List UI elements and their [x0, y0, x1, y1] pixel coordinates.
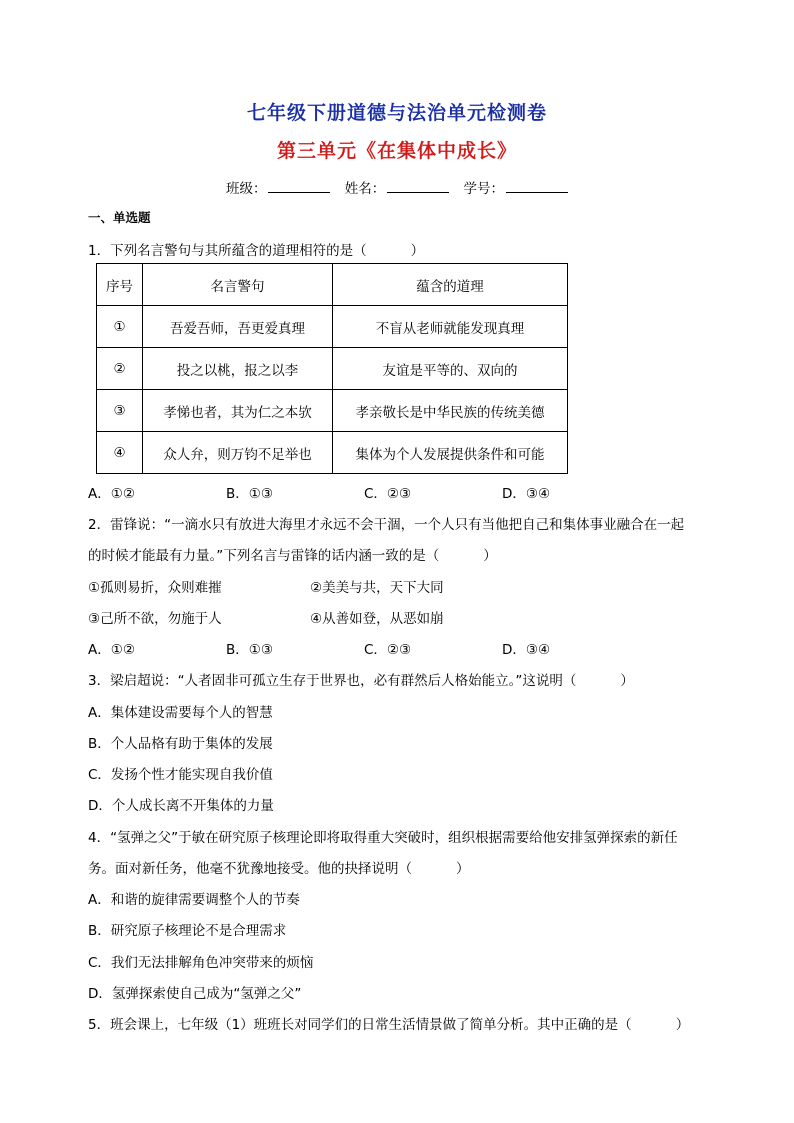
q3-stem-end: ） — [620, 673, 634, 689]
q5-stem-end: ） — [675, 1017, 690, 1033]
option-d[interactable]: D．氢弹探索使自己成为“氢弹之父” — [88, 986, 302, 1002]
option-d[interactable]: D．个人成长离不开集体的力量 — [88, 798, 274, 814]
unit-subtitle: 第三单元《在集体中成长》 — [276, 140, 517, 162]
table-header-cell: 名言警句 — [143, 264, 333, 306]
q2-item-3: ③己所不欲，勿施于人 — [88, 611, 222, 627]
option-b[interactable]: B．①③ — [226, 486, 273, 502]
table-header-cell: 蕴含的道理 — [333, 264, 568, 306]
q2-item-1: ①孤则易折，众则难摧 — [88, 580, 222, 596]
name-label: 姓名： — [344, 181, 386, 197]
option-d[interactable]: D．③④ — [502, 486, 551, 502]
q2-item-2: ②美美与共，天下大同 — [310, 580, 444, 596]
option-c[interactable]: C．②③ — [364, 486, 412, 502]
q2-item-4: ④从善如登，从恶如崩 — [310, 611, 444, 627]
table-cell: 孝亲敬长是中华民族的传统美德 — [333, 390, 568, 432]
table-header-cell: 序号 — [97, 264, 143, 306]
option-c[interactable]: C．②③ — [364, 642, 412, 658]
option-a[interactable]: A．①② — [88, 642, 135, 658]
table-cell: 集体为个人发展提供条件和可能 — [333, 432, 568, 474]
section-title: 一、单选题 — [88, 210, 151, 225]
q2-stem-line1: 2．雷锋说：“一滴水只有放进大海里才永远不会干涸，一个人只有当他把自己和集体事业融合在一起 — [88, 517, 685, 533]
q2-stem-line2 — [88, 544, 497, 564]
q2-stem-end: ） — [483, 548, 497, 564]
option-c[interactable]: C．发扬个性才能实现自我价值 — [88, 767, 273, 783]
id-blank[interactable] — [506, 180, 568, 193]
option-a[interactable]: A．和谐的旋律需要调整个人的节奏 — [88, 892, 300, 908]
table-cell: 投之以桃，报之以李 — [143, 348, 333, 390]
q1-stem-text: 1．下列名言警句与其所蕴含的道理相符的是（ — [88, 243, 367, 259]
table-cell: ④ — [97, 432, 143, 474]
q3-stem-text: 3．梁启超说：“人者固非可孤立生存于世界也，必有群然后人格始能立。”这说明（ — [88, 673, 577, 689]
q4-stem-line1: 4．“氢弹之父”于敏在研究原子核理论即将取得重大突破时，组织根据需要给他安排氢弹探索的新任 — [88, 830, 678, 846]
option-a[interactable]: A．集体建设需要每个人的智慧 — [88, 705, 273, 721]
q3-stem — [88, 669, 634, 689]
exam-title: 七年级下册道德与法治单元检测卷 — [246, 102, 547, 124]
table-row — [97, 306, 568, 348]
q4-stem-text: 务。面对新任务，他毫不犹豫地接受。他的抉择说明（ — [88, 861, 412, 877]
table-cell: ① — [97, 306, 143, 348]
q4-stem-line2 — [88, 857, 470, 877]
q4-stem-end: ） — [456, 861, 470, 877]
name-blank[interactable] — [387, 180, 449, 193]
table-row — [97, 390, 568, 432]
q1-stem-end: ） — [410, 243, 425, 259]
table-cell: 友谊是平等的、双向的 — [333, 348, 568, 390]
table-cell: 吾爱吾师，吾更爱真理 — [143, 306, 333, 348]
table-header-row — [97, 264, 568, 306]
option-b[interactable]: B．个人品格有助于集体的发展 — [88, 736, 273, 752]
table-row — [97, 348, 568, 390]
option-c[interactable]: C．我们无法排解角色冲突带来的烦恼 — [88, 955, 314, 971]
table-cell: 众人弁，则万钧不足举也 — [143, 432, 333, 474]
class-blank[interactable] — [268, 180, 330, 193]
class-label: 班级： — [225, 181, 267, 197]
q5-stem-text: 5．班会课上，七年级（1）班班长对同学们的日常生活情景做了简单分析。其中正确的是（ — [88, 1017, 632, 1033]
q1-stem — [88, 239, 424, 259]
table-cell: 孝悌也者，其为仁之本欤 — [143, 390, 333, 432]
option-b[interactable]: B．研究原子核理论不是合理需求 — [88, 923, 287, 939]
table-row — [97, 432, 568, 474]
student-info-line — [0, 177, 794, 197]
option-d[interactable]: D．③④ — [502, 642, 551, 658]
table-cell: ② — [97, 348, 143, 390]
id-label: 学号： — [463, 181, 505, 197]
q5-stem — [88, 1013, 689, 1033]
table-cell: 不盲从老师就能发现真理 — [333, 306, 568, 348]
q1-table — [96, 263, 568, 474]
table-cell: ③ — [97, 390, 143, 432]
option-a[interactable]: A．①② — [88, 486, 135, 502]
q2-stem-text: 的时候才能最有力量。”下列名言与雷锋的话内涵一致的是（ — [88, 548, 440, 564]
option-b[interactable]: B．①③ — [226, 642, 273, 658]
